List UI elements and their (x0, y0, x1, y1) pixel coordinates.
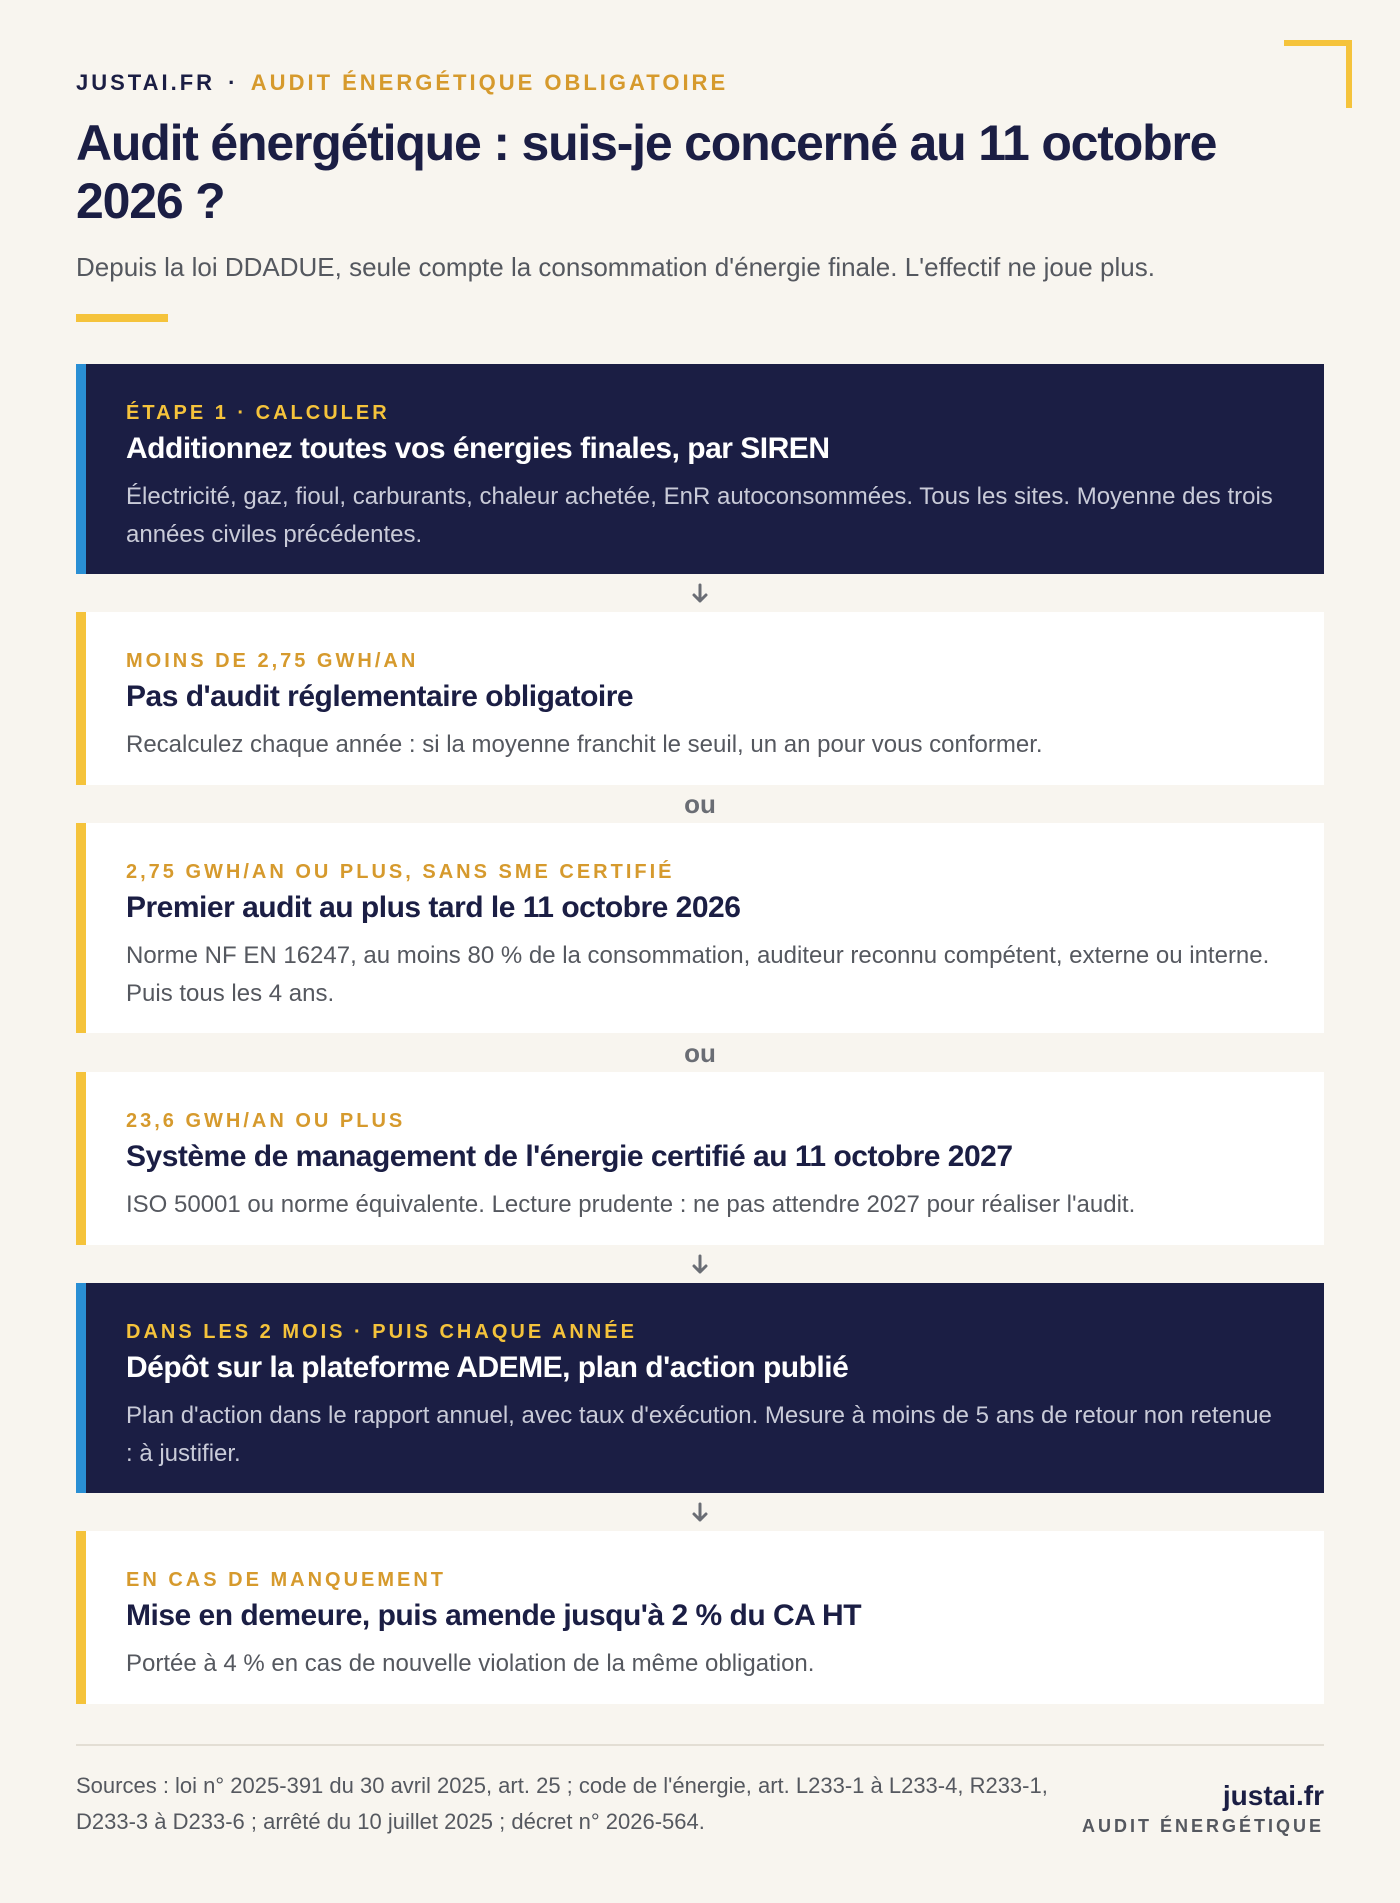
connector-or (76, 789, 1324, 820)
step-title: Pas d'audit réglementaire obligatoire (126, 680, 634, 713)
step-text: ISO 50001 ou norme équivalente. Lecture prudente : ne pas attendre 2027 pour réaliser l'audit. (126, 1191, 1136, 1218)
kicker-separator: · (228, 70, 239, 95)
sources-text: Sources : loi n° 2025-391 du 30 avril 2025, art. 25 ; code de l'énergie, art. L233-1 à L233-4, R233-1, D233-3 à D233-6 ; arrêté du 10 juillet 2025 ; décret n° 2026-564. (76, 1773, 1048, 1834)
step-card-below-threshold (76, 612, 1324, 785)
step-text: Électricité, gaz, fioul, carburants, chaleur achetée, EnR autoconsommées. Tous les sites. Moyenne des trois années civiles précédentes. (126, 483, 1273, 548)
accent-rule (76, 314, 168, 322)
step-tag: 23,6 GWH/AN OU PLUS (126, 1110, 406, 1132)
step-tag: MOINS DE 2,75 GWH/AN (126, 650, 419, 672)
step-tag: EN CAS DE MANQUEMENT (126, 1569, 447, 1591)
step-card-ademe-filing (76, 1283, 1324, 1493)
step-text: Plan d'action dans le rapport annuel, avec taux d'exécution. Mesure à moins de 5 ans de retour non retenue : à justifier. (126, 1402, 1272, 1467)
page-title: Audit énergétique : suis-je concerné au 11 octobre 2026 ? (76, 115, 1217, 229)
step-title: Dépôt sur la plateforme ADEME, plan d'action publié (126, 1351, 849, 1384)
connector-arrow (76, 1501, 1324, 1530)
site-name: JUSTAI.FR (76, 70, 216, 95)
page-subtitle: Depuis la loi DDADUE, seule compte la consommation d'énergie finale. L'effectif ne joue plus. (76, 252, 1155, 282)
footer-divider (76, 1744, 1324, 1746)
connector-or (76, 1038, 1324, 1069)
header (76, 70, 1324, 322)
connector-arrow (76, 1253, 1324, 1282)
kicker (76, 70, 1324, 96)
step-title: Premier audit au plus tard le 11 octobre 2026 (126, 891, 741, 924)
step-card-penalty (76, 1531, 1324, 1704)
arrow-down-icon (690, 582, 710, 611)
footer-brand (1082, 1780, 1324, 1837)
step-tag: 2,75 GWH/AN OU PLUS, SANS SME CERTIFIÉ (126, 861, 675, 883)
brand-subtitle: AUDIT ÉNERGÉTIQUE (1081, 1816, 1324, 1836)
step-text: Portée à 4 % en cas de nouvelle violation de la même obligation. (126, 1650, 815, 1677)
step-tag: DANS LES 2 MOIS · PUIS CHAQUE ANNÉE (126, 1321, 637, 1343)
step-tag: ÉTAPE 1 · CALCULER (126, 402, 390, 424)
section-name: AUDIT ÉNERGÉTIQUE OBLIGATOIRE (250, 70, 729, 95)
connector-arrow (76, 582, 1324, 611)
step-card-energy-management (76, 1072, 1324, 1245)
step-text: Recalculez chaque année : si la moyenne franchit le seuil, un an pour vous conformer. (126, 731, 1043, 758)
step-title: Système de management de l'énergie certifié au 11 octobre 2027 (126, 1140, 1013, 1173)
arrow-down-icon (690, 1501, 710, 1530)
step-card-calculate (76, 364, 1324, 574)
step-text: Norme NF EN 16247, au moins 80 % de la consommation, auditeur reconnu compétent, externe ou interne. Puis tous les 4 ans. (126, 942, 1270, 1007)
step-title: Additionnez toutes vos énergies finales, par SIREN (126, 432, 830, 465)
step-card-first-audit (76, 823, 1324, 1033)
brand-name: justai.fr (1222, 1780, 1324, 1811)
or-label: ou (684, 1038, 716, 1068)
arrow-down-icon (690, 1253, 710, 1282)
step-title: Mise en demeure, puis amende jusqu'à 2 % du CA HT (126, 1599, 862, 1632)
or-label: ou (684, 789, 716, 819)
